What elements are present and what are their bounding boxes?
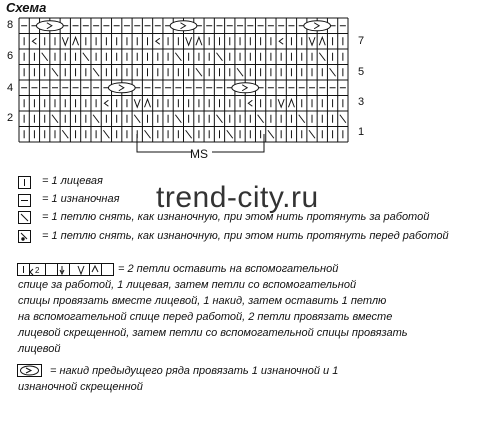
legend-slip-front-text: = 1 петлю снять, как изнаночную, при этом нить протянуть перед работой xyxy=(42,230,449,242)
legend-oval-text-line-1: = накид предыдущего ряда провязать 1 изнаночной и 1 xyxy=(50,365,339,377)
row-label-5: 5 xyxy=(358,66,365,78)
legend-cable-text-line-6: лицевой xyxy=(18,343,61,355)
ms-label: MS xyxy=(190,147,208,161)
legend-oval-text-line-2: изнаночной скрещенной xyxy=(18,381,143,393)
row-label-8: 8 xyxy=(7,19,14,31)
row-label-7: 7 xyxy=(358,35,365,47)
legend-slip-back-text: = 1 петлю снять, как изнаночную, при этом нить протянуть за работой xyxy=(42,211,430,223)
cable-symbol-icon xyxy=(18,264,114,276)
legend-cable-text-line-5: лицевой скрещенной, затем петли со вспомогательной спицы провязать xyxy=(18,327,408,339)
row-label-6: 6 xyxy=(7,50,14,62)
legend-knit-text: = 1 лицевая xyxy=(42,175,103,187)
legend-cable-text-line-4: на вспомогательной спице перед работой, 2 петли провязать вместе xyxy=(18,311,393,323)
watermark-text: trend-city.ru xyxy=(156,181,319,214)
row-label-4: 4 xyxy=(7,82,14,94)
row-label-3: 3 xyxy=(358,96,365,108)
legend-cable-text-line-1: = 2 петли оставить на вспомогательной xyxy=(118,263,339,275)
legend-cable-text-line-2: спице за работой, 1 лицевая, затем петли со вспомогательной xyxy=(18,279,357,291)
legend-cable-text-line-3: спицы провязать вместе лицевой, 1 накид, затем оставить 1 петлю xyxy=(18,295,387,307)
chart-title: Схема xyxy=(6,0,47,15)
svg-text:2: 2 xyxy=(35,266,40,275)
legend-purl-text: = 1 изнаночная xyxy=(42,193,120,205)
oval-symbol-icon xyxy=(18,365,42,377)
row-label-1: 1 xyxy=(358,126,365,138)
row-label-2: 2 xyxy=(7,112,14,124)
